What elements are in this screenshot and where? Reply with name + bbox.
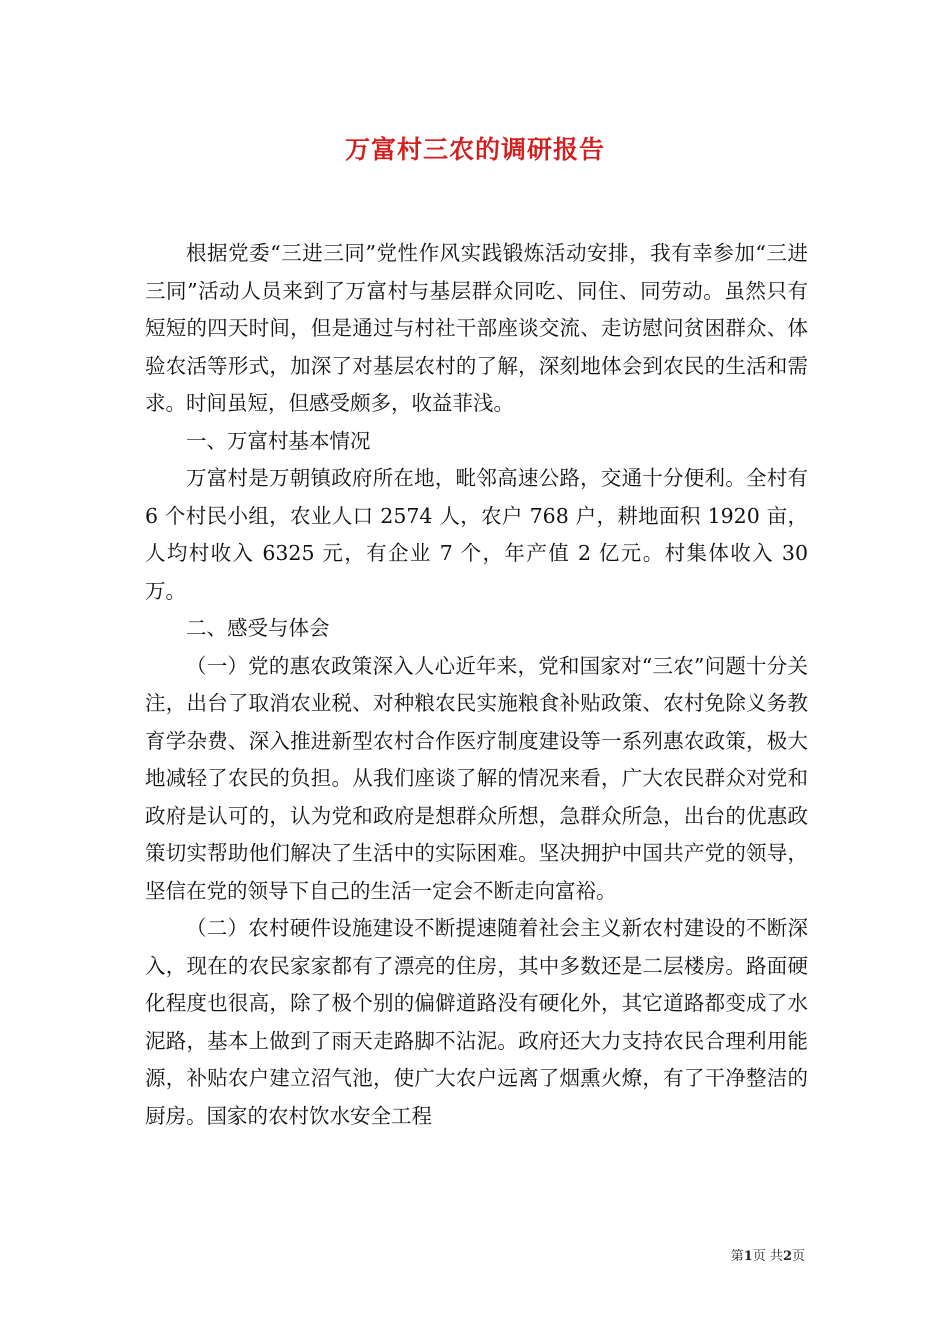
footer-middle: 页 共 xyxy=(752,1249,783,1264)
footer-current-page: 1 xyxy=(743,1249,753,1264)
section-heading-basic-info: 一、万富村基本情况 xyxy=(186,428,371,453)
document-title: 万富村三农的调研报告 xyxy=(344,135,605,164)
policy-paragraph: （一）党的惠农政策深入人心近年来，党和国家对“三农”问题十分关注，出台了取消农业税、对种粮农民实施粮食补贴政策、农村免除义务教育学杂费、深入推进新型农村合作医疗制度建设等一系列惠农政策，极大地减轻了农民的负担。从我们座谈了解的情况来看，广大农民群众对党和政府是认可的，认为党和政府是想群众所想，急群众所急，出台的优惠政策切实帮助他们解决了生活中的实际困难。坚决拥护中国共产党的领导，坚信在党的领导下自己的生活一定会不断走向富裕。 xyxy=(145,653,808,903)
infrastructure-paragraph: （二）农村硬件设施建设不断提速随着社会主义新农村建设的不断深入，现在的农民家家都有了漂亮的住房，其中多数还是二层楼房。路面硬化程度也很高，除了极个别的偏僻道路没有硬化外，其它道路都变成了水泥路，基本上做到了雨天走路脚不沾泥。政府还大力支持农民合理利用能源，补贴农户建立沼气池，使广大农户远离了烟熏火燎，有了干净整洁的厨房。国家的农村饮水安全工程 xyxy=(145,916,808,1128)
intro-paragraph: 根据党委“三进三同”党性作风实践锻炼活动安排，我有幸参加“三进三同”活动人员来到了万富村与基层群众同吃、同住、同劳动。虽然只有短短的四天时间，但是通过与村社干部座谈交流、走访慰问贫困群众、体验农活等形式，加深了对基层农村的了解，深刻地体会到农民的生活和需求。时间虽短，但感受颇多，收益菲浅。 xyxy=(145,241,808,415)
footer-total-pages: 2 xyxy=(782,1249,792,1264)
basic-info-paragraph: 万富村是万朝镇政府所在地，毗邻高速公路，交通十分便利。全村有 6 个村民小组，农业人口 2574 人，农户 768 户，耕地面积 1920 亩，人均村收入 6325 元，有企业 7 个，年产值 2 亿元。村集体收入 30 万。 xyxy=(145,466,808,603)
document-body xyxy=(145,235,808,1135)
footer-suffix: 页 xyxy=(791,1249,805,1264)
footer-prefix: 第 xyxy=(730,1249,744,1264)
page-number-footer xyxy=(731,1245,805,1264)
section-heading-feelings: 二、感受与体会 xyxy=(186,616,330,640)
